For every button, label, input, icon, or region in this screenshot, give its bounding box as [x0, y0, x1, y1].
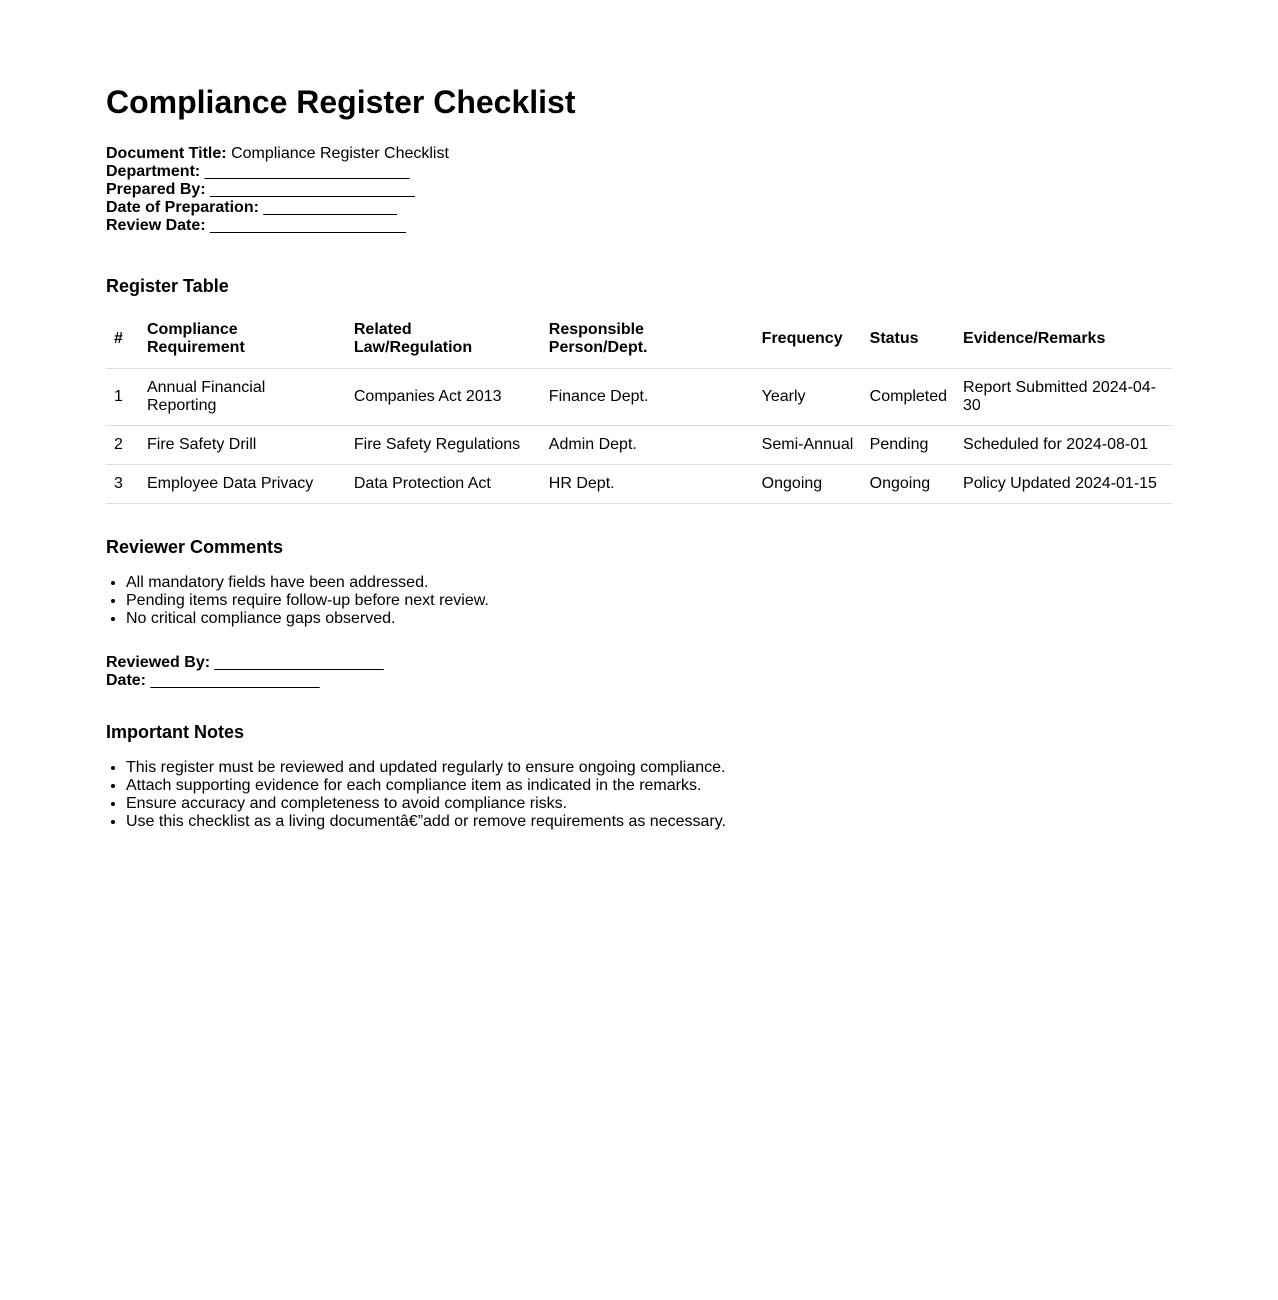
meta-date-of-preparation — [106, 199, 1172, 217]
column-header: Evidence/Remarks — [955, 321, 1172, 369]
table-row — [106, 426, 1172, 465]
meta-value: Compliance Register Checklist — [231, 145, 449, 162]
table-cell: Fire Safety Drill — [139, 426, 346, 465]
column-header: Responsible Person/Dept. — [541, 321, 754, 369]
table-cell: Fire Safety Regulations — [346, 426, 541, 465]
column-header: Status — [862, 321, 955, 369]
table-cell: Ongoing — [862, 465, 955, 504]
meta-label: Review Date: — [106, 217, 206, 234]
list-item: • Attach supporting evidence for each compliance item as indicated in the remarks. — [126, 777, 1172, 795]
table-cell: Ongoing — [754, 465, 862, 504]
signoff-reviewed-by — [106, 654, 1172, 672]
meta-label: Prepared By: — [106, 181, 206, 198]
table-cell: Finance Dept. — [541, 369, 754, 426]
meta-review-date — [106, 217, 1172, 235]
list-item: • Pending items require follow-up before next review. — [126, 592, 1172, 610]
meta-prepared-by — [106, 181, 1172, 199]
document-meta — [106, 145, 1172, 235]
signoff-label: Reviewed By: — [106, 654, 211, 671]
meta-label: Date of Preparation: — [106, 199, 259, 216]
list-item: • No critical compliance gaps observed. — [126, 610, 1172, 628]
table-cell: Annual Financial Reporting — [139, 369, 346, 426]
column-header: Related Law/Regulation — [346, 321, 541, 369]
table-cell: Pending — [862, 426, 955, 465]
table-cell: Yearly — [754, 369, 862, 426]
important-notes-heading: Important Notes — [106, 722, 245, 742]
list-item: • All mandatory fields have been addressed. — [126, 574, 1172, 592]
table-cell: Completed — [862, 369, 955, 426]
table-cell: HR Dept. — [541, 465, 754, 504]
meta-label: Department: — [106, 163, 201, 180]
table-row — [106, 465, 1172, 504]
table-cell: Report Submitted 2024-04-30 — [955, 369, 1172, 426]
list-item: • Ensure accuracy and completeness to avoid compliance risks. — [126, 795, 1172, 813]
table-cell: Companies Act 2013 — [346, 369, 541, 426]
important-notes-list — [106, 759, 1172, 831]
table-cell: Policy Updated 2024-01-15 — [955, 465, 1172, 504]
signoff-date — [106, 672, 1172, 690]
meta-label: Document Title: — [106, 145, 227, 162]
column-header: Frequency — [754, 321, 862, 369]
signoff-value: ___________________ — [150, 672, 320, 689]
signoff-label: Date: — [106, 672, 147, 689]
meta-document-title — [106, 145, 1172, 163]
register-table — [106, 321, 1172, 504]
page-title: Compliance Register Checklist — [106, 84, 576, 120]
list-item: • Use this checklist as a living documentâ€”add or remove requirements as necessary. — [126, 813, 1172, 831]
table-cell: Employee Data Privacy — [139, 465, 346, 504]
list-item: • This register must be reviewed and updated regularly to ensure ongoing compliance. — [126, 759, 1172, 777]
meta-department — [106, 163, 1172, 181]
table-cell: 2 — [106, 426, 139, 465]
table-cell: Data Protection Act — [346, 465, 541, 504]
table-cell: Semi-Annual — [754, 426, 862, 465]
table-cell: Admin Dept. — [541, 426, 754, 465]
meta-value: _______________________ — [210, 181, 415, 198]
table-cell: 3 — [106, 465, 139, 504]
signoff-block — [106, 654, 1172, 690]
table-cell: Scheduled for 2024-08-01 — [955, 426, 1172, 465]
meta-value: _______________________ — [204, 163, 410, 180]
table-header-row — [106, 321, 1172, 369]
signoff-value: ___________________ — [214, 654, 384, 671]
register-heading: Register Table — [106, 276, 229, 296]
table-cell: 1 — [106, 369, 139, 426]
reviewer-comments-list — [106, 574, 1172, 628]
meta-value: _______________ — [263, 199, 397, 216]
column-header: Compliance Requirement — [139, 321, 346, 369]
column-header: # — [106, 321, 139, 369]
table-row — [106, 369, 1172, 426]
reviewer-comments-heading: Reviewer Comments — [106, 537, 284, 557]
meta-value: ______________________ — [210, 217, 406, 234]
